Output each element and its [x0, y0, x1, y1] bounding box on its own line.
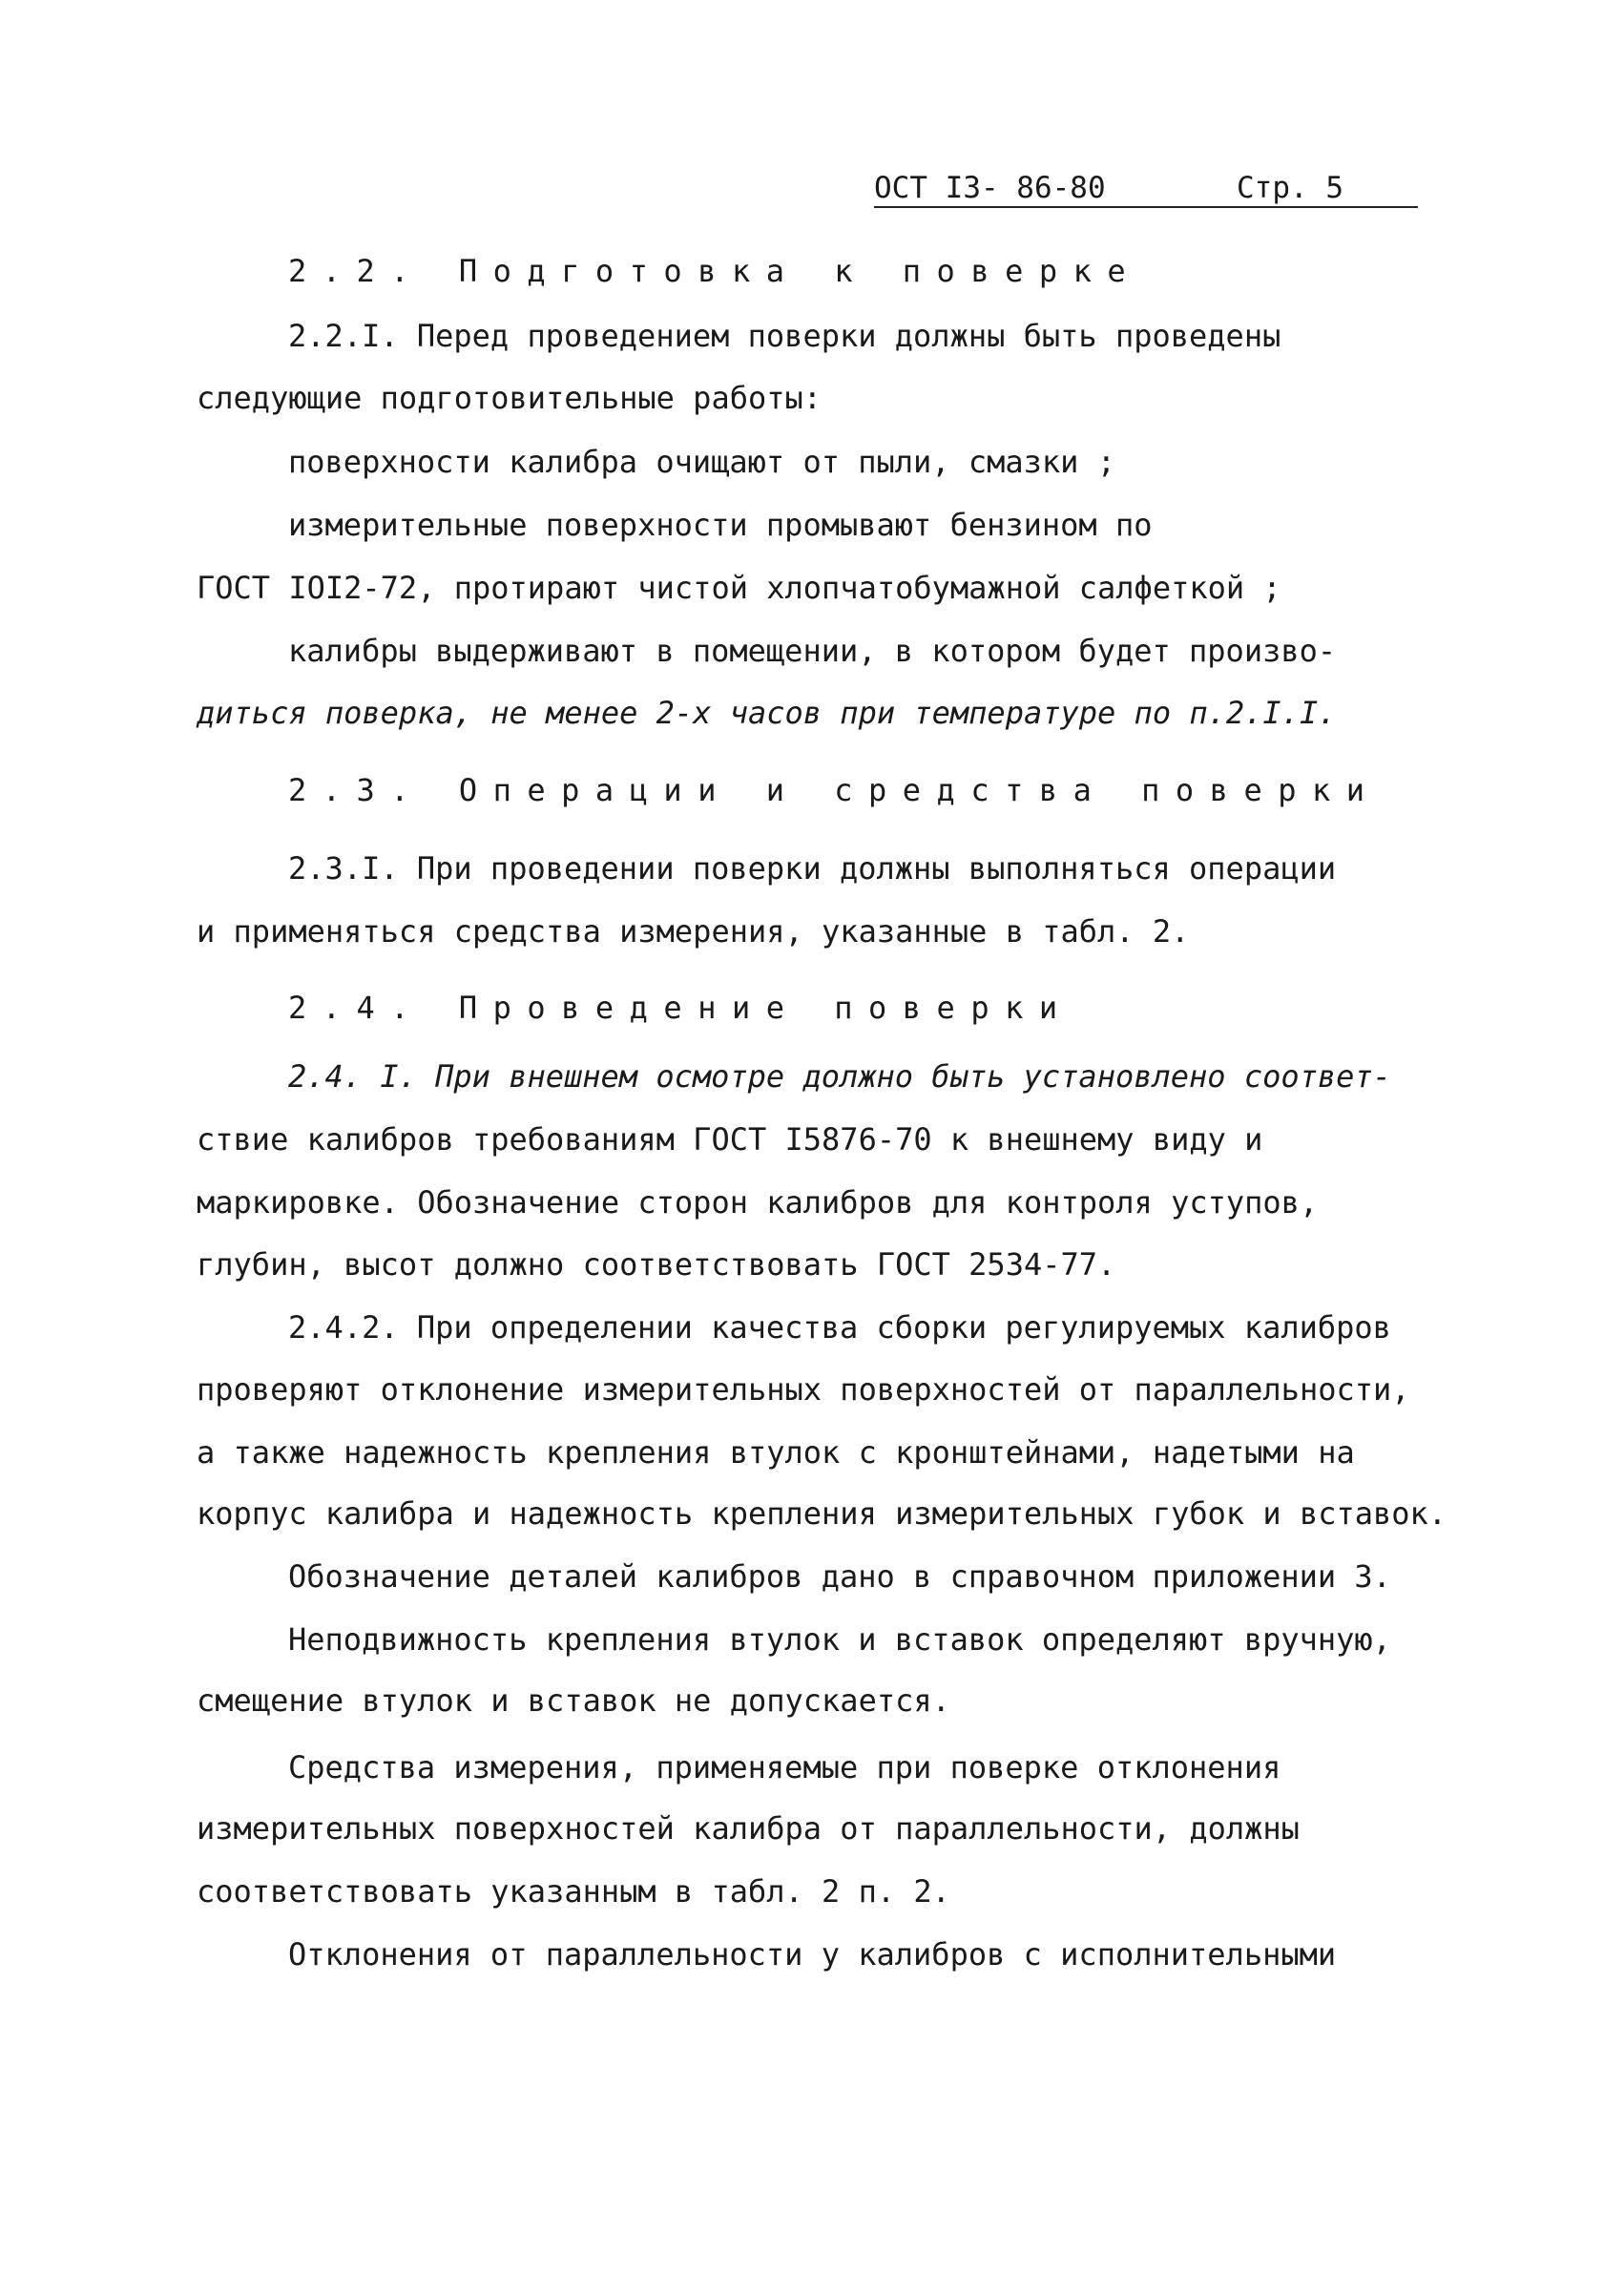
- section-heading: 2.2. Подготовка к поверке: [288, 253, 1142, 289]
- paragraph-line: Средства измерения, применяемые при поверке отклонения: [288, 1749, 1281, 1785]
- paragraph-line: измерительные поверхности промывают бензином по: [288, 507, 1153, 543]
- paragraph-line: 2.3.I. При проведении поверки должны выполняться операции: [288, 850, 1337, 887]
- paragraph-line: а также надежность крепления втулок с кронштейнами, надетыми на: [197, 1434, 1355, 1471]
- paragraph-line: 2.4. I. При внешнем осмотре должно быть установлено соответ-: [288, 1058, 1391, 1095]
- paragraph-line: калибры выдерживают в помещении, в котором будет произво-: [288, 633, 1337, 669]
- paragraph-line: глубин, высот должно соответствовать ГОСТ 2534-77.: [197, 1246, 1116, 1283]
- paragraph-line: Обозначение деталей калибров дано в справочном приложении 3.: [288, 1558, 1391, 1595]
- paragraph-line: диться поверка, не менее 2-х часов при температуре по п.2.I.I.: [197, 695, 1337, 731]
- paragraph-line: маркировке. Обозначение сторон калибров для контроля уступов,: [197, 1184, 1319, 1221]
- section-heading: 2.4. Проведение поверки: [288, 990, 1073, 1026]
- paragraph-line: 2.4.2. При определении качества сборки регулируемых калибров: [288, 1309, 1391, 1346]
- paragraph-line: проверяют отклонение измерительных поверхностей от параллельности,: [197, 1371, 1410, 1408]
- paragraph-line: соответствовать указанным в табл. 2 п. 2.: [197, 1873, 950, 1910]
- paragraph-line: Отклонения от параллельности у калибров с исполнительными: [288, 1936, 1337, 1973]
- page-header: [874, 164, 1418, 212]
- paragraph-line: и применяться средства измерения, указанные в табл. 2.: [197, 913, 1190, 950]
- paragraph-line: корпус калибра и надежность крепления измерительных губок и вставок.: [197, 1495, 1447, 1532]
- paragraph-line: ствие калибров требованиям ГОСТ I5876-70 к внешнему виду и: [197, 1121, 1263, 1158]
- paragraph-line: 2.2.I. Перед проведением поверки должны быть проведены: [288, 318, 1281, 354]
- paragraph-line: следующие подготовительные работы:: [197, 380, 822, 416]
- page-number: Стр. 5: [1237, 171, 1343, 205]
- header-underline: [874, 206, 1418, 208]
- document-code: ОСТ I3- 86-80: [874, 171, 1106, 205]
- paragraph-line: ГОСТ IOI2-72, протирают чистой хлопчатобумажной салфеткой ;: [197, 570, 1281, 606]
- paragraph-line: смещение втулок и вставок не допускается.: [197, 1682, 950, 1719]
- paragraph-line: измерительных поверхностей калибра от параллельности, должны: [197, 1810, 1300, 1847]
- section-heading: 2.3. Операции и средства поверки: [288, 772, 1381, 808]
- paragraph-line: Неподвижность крепления втулок и вставок определяют вручную,: [288, 1621, 1391, 1658]
- paragraph-line: поверхности калибра очищают от пыли, смазки ;: [288, 444, 1115, 480]
